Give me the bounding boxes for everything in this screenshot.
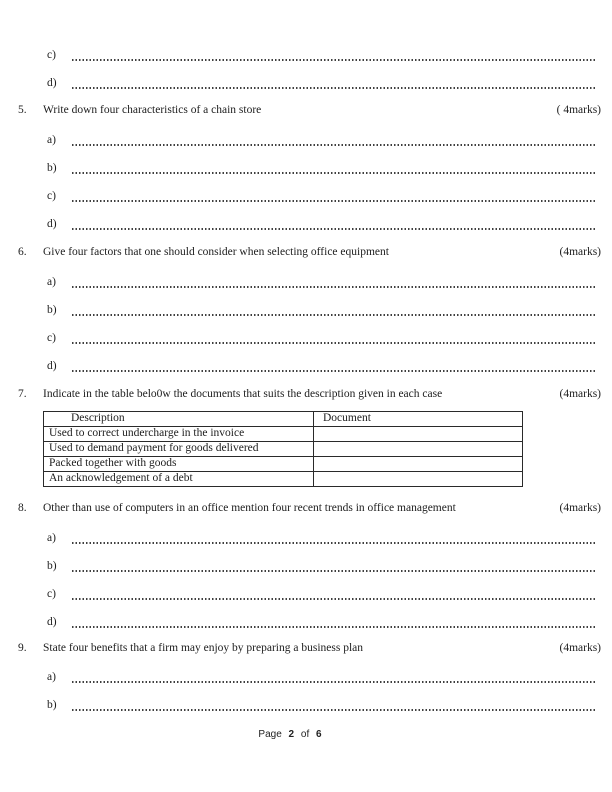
description-cell: Packed together with goods — [44, 457, 314, 472]
table-row — [44, 442, 523, 457]
answer-line — [0, 276, 612, 291]
table-row — [44, 427, 523, 442]
question-number: 7. — [18, 388, 27, 400]
question-marks: (4marks) — [559, 502, 601, 514]
dotted-answer-line — [72, 228, 597, 230]
question-row-5 — [0, 104, 612, 119]
question-number: 8. — [18, 502, 27, 514]
description-cell: Used to correct undercharge in the invoice — [44, 427, 314, 442]
dotted-answer-line — [72, 286, 597, 288]
answer-letter: a) — [47, 134, 56, 146]
answer-letter: b) — [47, 162, 57, 174]
table-row — [44, 472, 523, 487]
documents-table — [43, 411, 523, 487]
dotted-answer-line — [72, 342, 597, 344]
answer-letter: d) — [47, 218, 57, 230]
answer-letter: c) — [47, 588, 56, 600]
description-cell: Used to demand payment for goods delivered — [44, 442, 314, 457]
table-row — [44, 457, 523, 472]
answer-letter: a) — [47, 532, 56, 544]
document-cell — [314, 442, 523, 457]
question-marks: (4marks) — [559, 642, 601, 654]
question-number: 6. — [18, 246, 27, 258]
answer-line — [0, 304, 612, 319]
question-marks: (4marks) — [559, 388, 601, 400]
footer-page-label: Page — [258, 729, 282, 740]
answer-line — [0, 218, 612, 233]
answer-letter: d) — [47, 77, 57, 89]
page-footer — [0, 729, 580, 740]
question-number: 5. — [18, 104, 27, 116]
answer-line — [0, 560, 612, 575]
answer-letter: c) — [47, 49, 56, 61]
document-cell — [314, 472, 523, 487]
question-text: Indicate in the table belo0w the documents that suits the description given in each case — [43, 388, 443, 400]
answer-letter: c) — [47, 332, 56, 344]
question-row-9 — [0, 642, 612, 657]
question-marks: ( 4marks) — [556, 104, 601, 116]
answer-line — [0, 588, 612, 603]
answer-letter: b) — [47, 699, 57, 711]
footer-of-label: of — [300, 729, 310, 740]
question-text: Give four factors that one should consider when selecting office equipment — [43, 246, 389, 258]
answer-line — [0, 49, 612, 64]
question-row-8 — [0, 502, 612, 517]
dotted-answer-line — [72, 370, 597, 372]
answer-line — [0, 134, 612, 149]
footer-page-number: 2 — [288, 729, 295, 740]
question-text: Write down four characteristics of a chain store — [43, 104, 262, 116]
dotted-answer-line — [72, 709, 597, 711]
document-cell — [314, 457, 523, 472]
dotted-answer-line — [72, 598, 597, 600]
answer-line — [0, 699, 612, 714]
answer-line — [0, 671, 612, 686]
question-row-7 — [0, 388, 612, 403]
table-header-row — [44, 412, 523, 427]
answer-line — [0, 332, 612, 347]
answer-letter: b) — [47, 560, 57, 572]
answer-line — [0, 360, 612, 375]
dotted-answer-line — [72, 200, 597, 202]
answer-letter: b) — [47, 304, 57, 316]
answer-line — [0, 162, 612, 177]
answer-letter: a) — [47, 671, 56, 683]
dotted-answer-line — [72, 87, 597, 89]
dotted-answer-line — [72, 542, 597, 544]
answer-letter: a) — [47, 276, 56, 288]
table-header-document: Document — [314, 412, 523, 427]
answer-line — [0, 190, 612, 205]
dotted-answer-line — [72, 144, 597, 146]
question-number: 9. — [18, 642, 27, 654]
dotted-answer-line — [72, 681, 597, 683]
dotted-answer-line — [72, 570, 597, 572]
answer-letter: c) — [47, 190, 56, 202]
dotted-answer-line — [72, 314, 597, 316]
answer-line — [0, 532, 612, 547]
answer-letter: d) — [47, 616, 57, 628]
dotted-answer-line — [72, 59, 597, 61]
question-text: Other than use of computers in an office mention four recent trends in office management — [43, 502, 456, 514]
document-cell — [314, 427, 523, 442]
table-header-description: Description — [44, 412, 314, 427]
footer-total-pages: 6 — [316, 729, 322, 740]
question-row-6 — [0, 246, 612, 261]
description-cell: An acknowledgement of a debt — [44, 472, 314, 487]
dotted-answer-line — [72, 172, 597, 174]
answer-line — [0, 616, 612, 631]
question-marks: (4marks) — [559, 246, 601, 258]
answer-line — [0, 77, 612, 92]
question-text: State four benefits that a firm may enjoy by preparing a business plan — [43, 642, 363, 654]
dotted-answer-line — [72, 626, 597, 628]
answer-letter: d) — [47, 360, 57, 372]
